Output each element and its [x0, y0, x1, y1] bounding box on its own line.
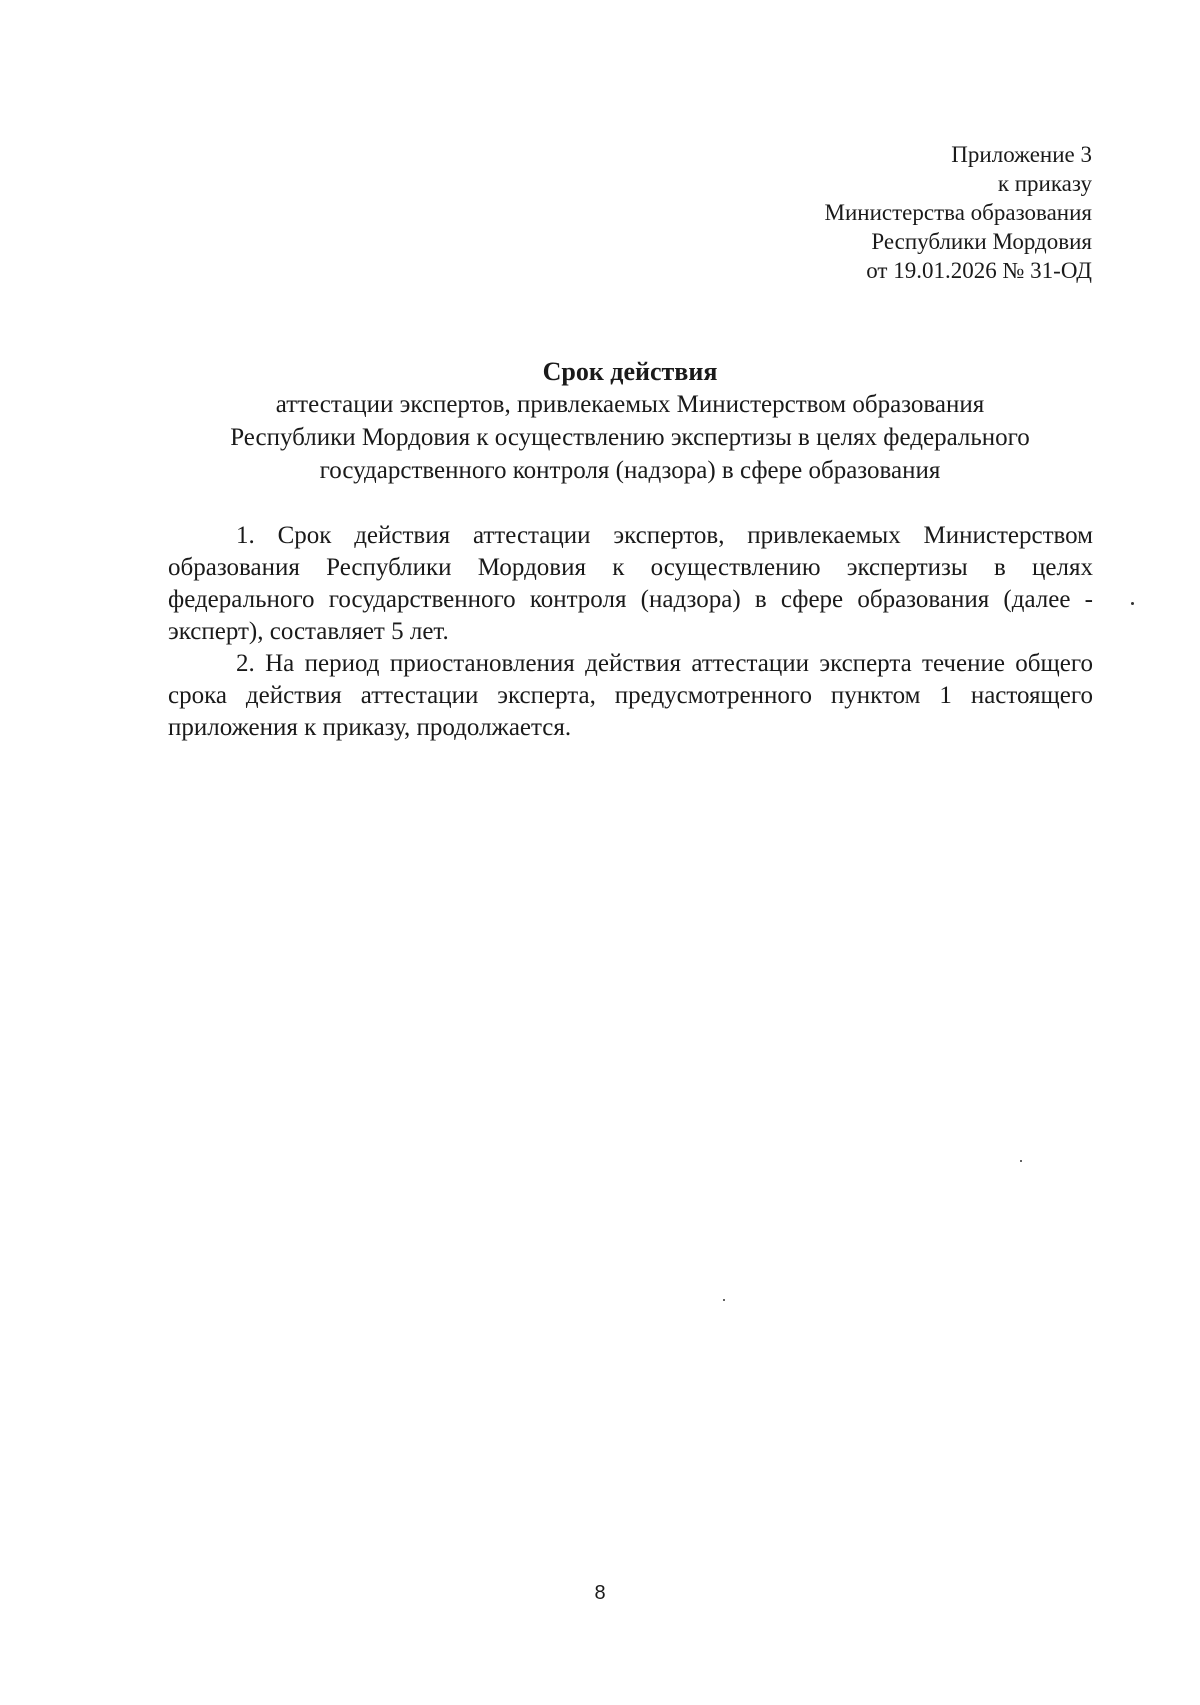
document-body [168, 520, 1093, 744]
document-title-block [150, 355, 1110, 487]
appendix-republic: Республики Мордовия [871, 229, 1092, 254]
appendix-header [492, 140, 1092, 285]
appendix-ministry: Министерства образования [824, 200, 1092, 225]
scan-speck [723, 1299, 725, 1301]
paragraph-1: 1. Срок действия аттестации экспертов, привлекаемых Министерством образования Республики Мордовия к осуществлению экспертизы в целях федерального государственного контроля (надзора) в сфере образования (далее - эксперт), составляет 5 лет. [168, 522, 1093, 645]
document-subtitle-line-2: Республики Мордовия к осуществлению экспертизы в целях федерального [230, 424, 1030, 451]
document-subtitle-line-3: государственного контроля (надзора) в сфере образования [319, 457, 941, 484]
scan-speck [1020, 1160, 1022, 1162]
document-title: Срок действия [542, 357, 718, 386]
paragraph-2: 2. На период приостановления действия аттестации эксперта течение общего срока действия аттестации эксперта, предусмотренного пунктом 1 настоящего приложения к приказу, продолжается. [168, 650, 1093, 741]
appendix-order-ref: к приказу [997, 171, 1092, 196]
document-subtitle-line-1: аттестации экспертов, привлекаемых Министерством образования [275, 391, 985, 418]
page-number: 8 [594, 1582, 606, 1604]
appendix-number: Приложение 3 [951, 142, 1092, 167]
scan-speck [1131, 602, 1134, 605]
appendix-date-number: от 19.01.2026 № 31-ОД [866, 258, 1092, 283]
